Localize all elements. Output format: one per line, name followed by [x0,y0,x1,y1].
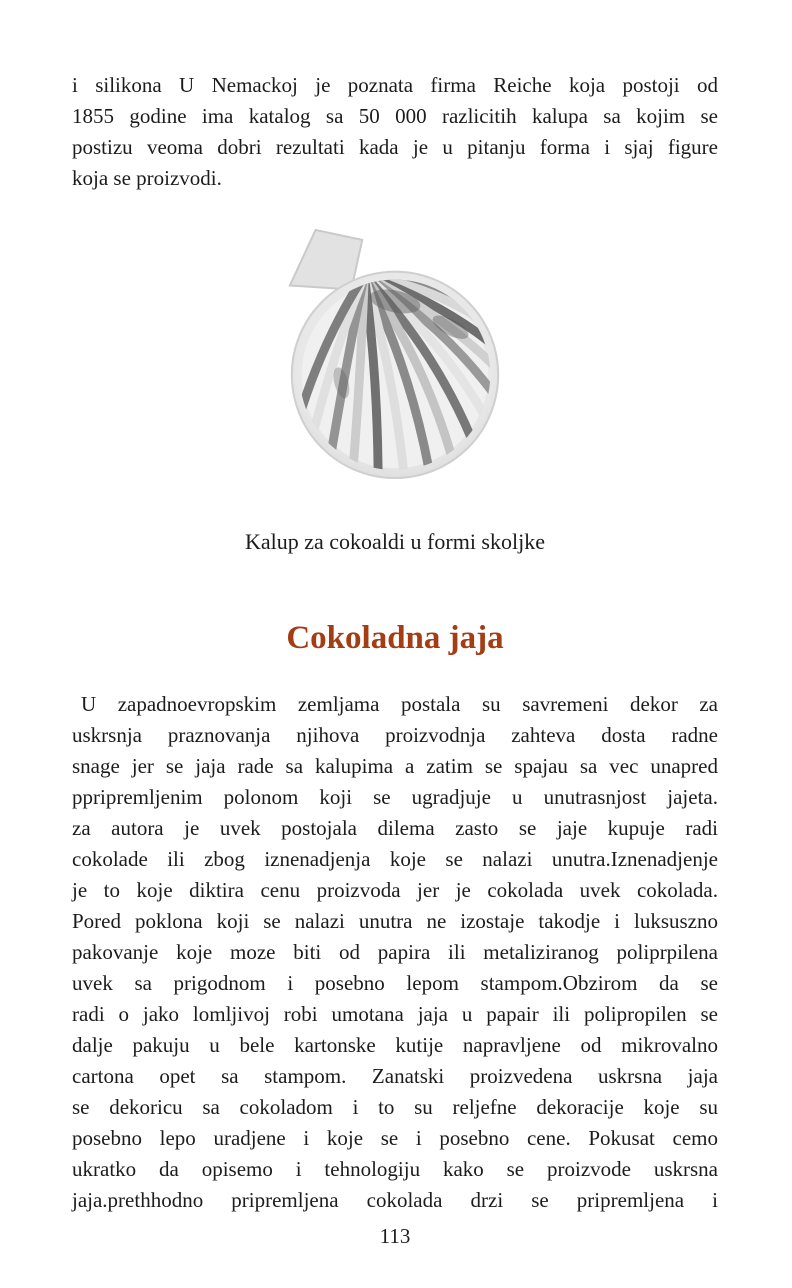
body-line: za autora je uvek postojala dilema zasto se jaje kupuje radi [72,816,718,840]
body-line: pakovanje koje moze biti od papira ili metaliziranog poliprpilena [72,940,718,964]
body-line: snage jer se jaja rade sa kalupima a zatim se spajau sa vec unapred [72,754,718,778]
body-line: U zapadnoevropskim zemljama postala su savremeni dekor za [81,692,718,716]
page-number: 113 [379,1224,411,1248]
body-line: radi o jako lomljivoj robi umotana jaja u papair ili polipropilen se [72,1002,718,1026]
intro-line: postizu veoma dobri rezultati kada je u pitanju forma i sjaj figure [72,135,718,159]
intro-paragraph [72,70,718,194]
body-line: uvek sa prigodnom i posebno lepom stampom.Obzirom da se [72,971,718,995]
intro-line: koja se proizvodi. [72,166,222,190]
figure-caption: Kalup za cokoaldi u formi skoljke [245,529,545,554]
intro-line: i silikona U Nemackoj je poznata firma Reiche koja postoji od [72,73,718,97]
body-line: posebno lepo uradjene i koje se i posebno cene. Pokusat cemo [72,1126,718,1150]
body-line: se dekoricu sa cokoladom i to su reljefne dekoracije koje su [72,1095,718,1119]
shell-mold-image [267,224,523,484]
section-heading: Cokoladna jaja [286,620,504,656]
body-line: cokolade ili zbog iznenadjenja koje se nalazi unutra.Iznenadjenje [72,847,718,871]
body-line: uskrsnja praznovanja njihova proizvodnja zahteva dosta radne [72,723,718,747]
body-line: cartona opet sa stampom. Zanatski proizvedena uskrsna jaja [72,1064,718,1088]
shell-mold-figure [72,224,718,484]
body-line: ppripremljenim polonom koji se ugradjuje u unutrasnjost jajeta. [72,785,718,809]
body-paragraph [72,689,718,1216]
body-line: ukratko da opisemo i tehnologiju kako se proizvode uskrsna [72,1157,718,1181]
body-line: jaja.prethhodno pripremljena cokolada drzi se pripremljena i [72,1188,718,1212]
intro-line: 1855 godine ima katalog sa 50 000 razlicitih kalupa sa kojim se [72,104,718,128]
body-line: Pored poklona koji se nalazi unutra ne izostaje takodje i luksuszno [72,909,718,933]
body-line: dalje pakuju u bele kartonske kutije napravljene od mikrovalno [72,1033,718,1057]
body-line: je to koje diktira cenu proizvoda jer je cokolada uvek cokolada. [72,878,718,902]
